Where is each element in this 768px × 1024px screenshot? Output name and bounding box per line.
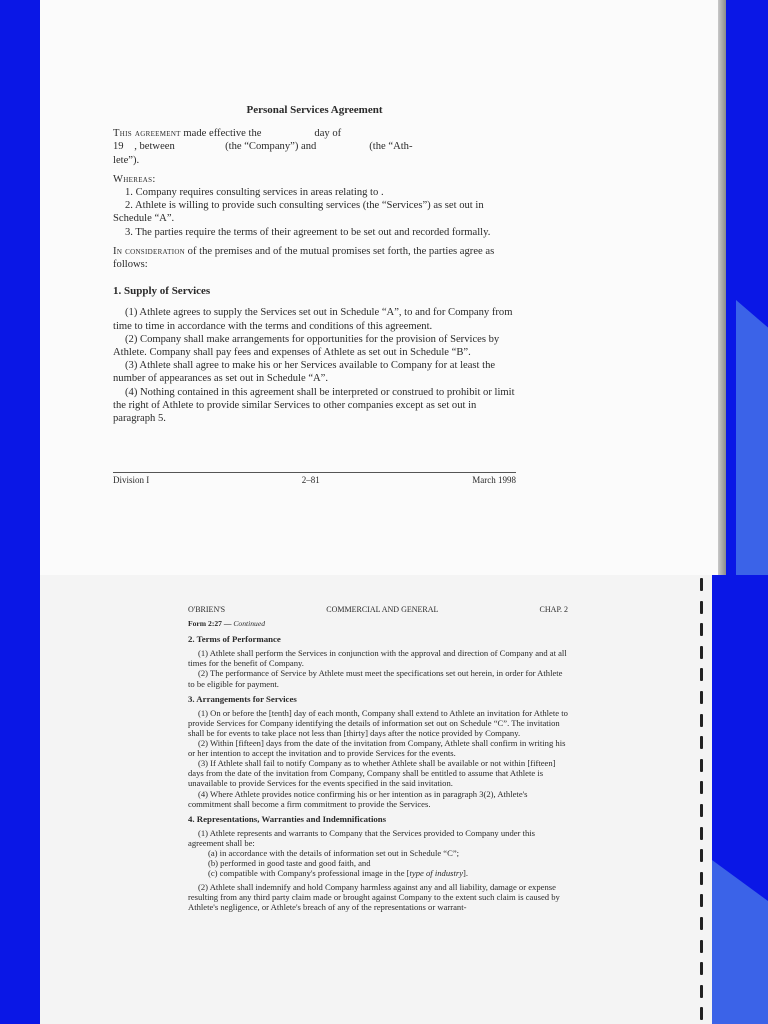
section-1-clause-4: (4) Nothing contained in this agreement shall be interpreted or construed to prohibit or limit the right of Athlete to provide similar Services to other companies except as set out in paragraph 5. — [113, 386, 515, 425]
background-left-bottom — [0, 575, 40, 1024]
whereas-3: 3. The parties require the terms of their agreement to be set out and recorded formally. — [125, 226, 491, 238]
form-label: Form 2:27 — Continued — [188, 619, 265, 629]
section-3-clause-2: (2) Within [fifteen] days from the date of the invitation from Company, Athlete shall confirm in writing his or her intention to accept the invitation and to provide Services for the events. — [188, 738, 566, 759]
section-1-heading: 1. Supply of Services — [113, 285, 211, 298]
footer-division: Division I — [113, 475, 150, 485]
footer-date: March 1998 — [472, 475, 516, 485]
background-left-top — [0, 0, 40, 575]
agreement-page-1-text — [113, 104, 516, 425]
section-4-clause-2: (2) Athlete shall indemnify and hold Company harmless against any and all liability, damage or expense resulting from any third party claim made or brought against Company to the extent such claim is caused by Athlete's negligence, or Athlete's breach of any of the representations or warrant- — [188, 882, 560, 913]
page-1-footer — [113, 472, 516, 485]
intro-line-1: This agreement made effective the day of — [113, 128, 342, 140]
section-4-heading: 4. Representations, Warranties and Indemnifications — [188, 813, 387, 824]
whereas-1: 1. Company requires consulting services in areas relating to . — [125, 187, 384, 199]
section-3-clause-3: (3) If Athlete shall fail to notify Company as to whether Athlete shall be available or not within [fifteen] days from the date of the invitation from Company, Company shall be entitled to assume that Athlete is unavailable to provide Services for the events specified in the said invitation. — [188, 758, 556, 789]
spiral-binding — [697, 578, 707, 1024]
section-4-item-a: (a) in accordance with the details of information set out in Schedule “C”; — [208, 847, 460, 858]
section-3-clause-1: (1) On or before the [tenth] day of each month, Company shall extend to Athlete an invitation for Athlete to provide Services for Company identifying the details of information set out on Schedule “C”. The invitation shall be for events to take place not less than [thirty] days after the notice provided by Company. — [188, 707, 568, 738]
section-2-clause-2: (2) The performance of Service by Athlete must meet the specifications set out herein, in order for Athlete to be eligible for payment. — [188, 668, 563, 689]
section-3-clause-4: (4) Where Athlete provides notice confirming his or her intention as in paragraph 3(2), Athlete's commitment shall become a firm commitment to provide the Services. — [188, 788, 528, 809]
intro-line-2: 19 , between (the “Company”) and (the “Ath- — [113, 141, 413, 153]
section-3-heading: 3. Arrangements for Services — [188, 693, 297, 704]
page-1-spine-shadow — [718, 0, 726, 575]
header-publisher: O'BRIEN'S — [188, 605, 226, 614]
section-1-clause-1: (1) Athlete agrees to supply the Services set out in Schedule “A”, to and for Company from time to time in accordance with the terms and conditions of this agreement. — [113, 307, 513, 332]
page-2-running-header — [188, 605, 568, 615]
section-2-clause-1: (1) Athlete shall perform the Services in conjunction with the approval and direction of Company and at all times for the benefit of Company. — [188, 648, 567, 669]
section-4-item-b: (b) performed in good taste and good faith, and — [208, 858, 371, 869]
consideration-paragraph: In consideration of the premises and of the mutual promises set forth, the parties agree as follows: — [113, 245, 495, 271]
intro-line-3: lete”). — [113, 154, 140, 166]
section-4-clause-1: (1) Athlete represents and warrants to Company that the Services provided to Company under this agreement shall be: — [188, 827, 535, 848]
section-4-item-c: (c) compatible with Company's professional image in the [type of industry]. — [208, 868, 469, 879]
agreement-page-2-text — [188, 605, 568, 913]
footer-page-number: 2–81 — [301, 475, 320, 485]
background-right-wedge — [736, 300, 768, 575]
section-1-clause-3: (3) Athlete shall agree to make his or her Services available to Company for at least the number of appearances as set out in Schedule “A”. — [113, 360, 496, 385]
whereas-heading: Whereas: — [113, 173, 156, 185]
header-chapter: CHAP. 2 — [539, 605, 568, 614]
section-2-heading: 2. Terms of Performance — [188, 634, 281, 645]
page-title: Personal Services Agreement — [246, 104, 383, 116]
whereas-2: 2. Athlete is willing to provide such consulting services (the “Services”) as set out in Schedule “A”. — [113, 200, 484, 225]
section-1-clause-2: (2) Company shall make arrangements for opportunities for the provision of Services by Athlete. Company shall pay fees and expenses of Athlete as set out in Schedule “B”. — [113, 333, 500, 359]
header-section: COMMERCIAL AND GENERAL — [326, 605, 439, 614]
